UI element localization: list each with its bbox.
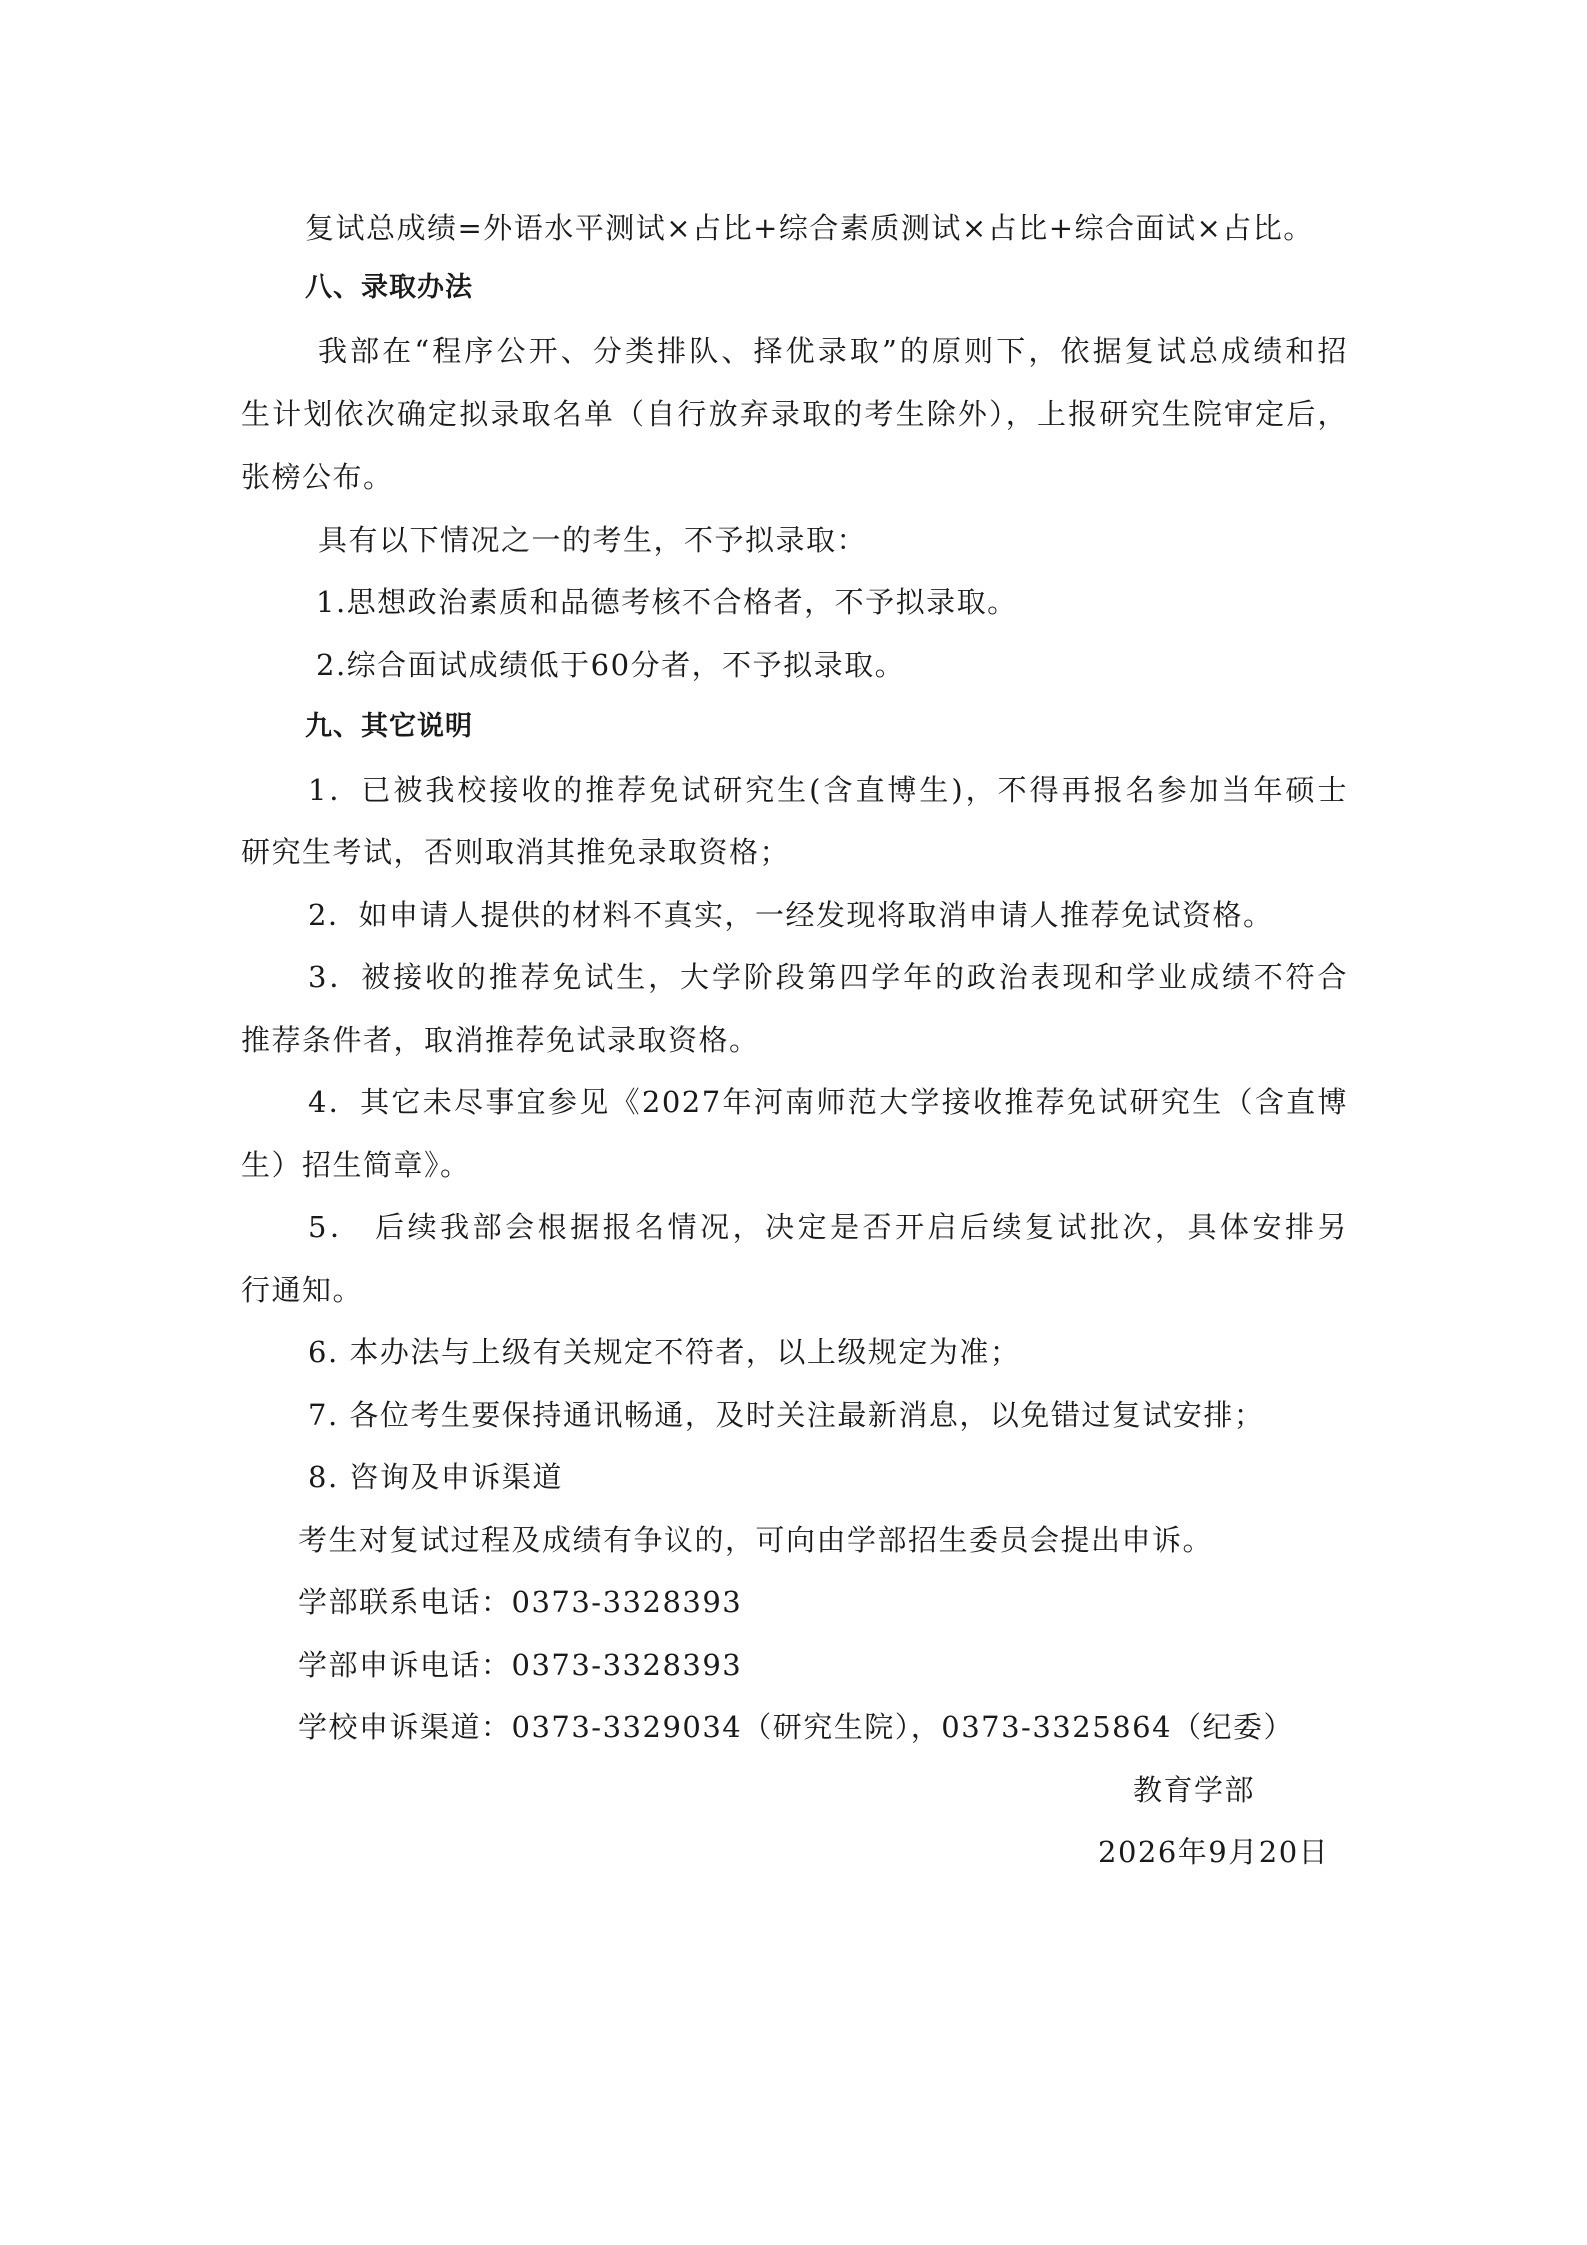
section-9-item-4: 4．其它未尽事宜参见《2027年河南师范大学接收推荐免试研究生（含直博 (308, 1085, 1348, 1119)
section-9-item-1-cont: 研究生考试，否则取消其推免录取资格； (241, 835, 791, 869)
section-9-item-3-cont: 推荐条件者，取消推荐免试录取资格。 (241, 1023, 760, 1057)
section-9-item-1: 1．已被我校接收的推荐免试研究生(含直博生)，不得再报名参加当年硕士 (308, 773, 1348, 807)
contact-phone: 学部联系电话：0373-3328393 (298, 1585, 743, 1619)
section-8-heading: 八、录取办法 (305, 272, 473, 303)
section-8-exclusion-item: 1.思想政治素质和品德考核不合格者，不予拟录取。 (316, 585, 1018, 619)
section-9-item-8: 8. 咨询及申诉渠道 (308, 1460, 563, 1494)
appeal-phone: 学部申诉电话：0373-3328393 (298, 1648, 743, 1682)
section-8-exclusion-item: 2.综合面试成绩低于60分者，不予拟录取。 (316, 648, 906, 682)
section-9-item-2: 2．如申请人提供的材料不真实，一经发现将取消申请人推荐免试资格。 (308, 898, 1274, 932)
section-8-exclusion-intro: 具有以下情况之一的考生，不予拟录取： (318, 523, 868, 557)
section-9-heading: 九、其它说明 (305, 711, 473, 742)
section-9-item-3: 3．被接收的推荐免试生，大学阶段第四学年的政治表现和学业成绩不符合 (308, 960, 1348, 994)
section-9-item-5-cont: 行通知。 (241, 1273, 364, 1307)
school-appeal-channel: 学校申诉渠道：0373-3329034（研究生院），0373-3325864（纪委） (298, 1710, 1295, 1744)
section-8-paragraph-line: 张榜公布。 (241, 460, 394, 494)
section-9-item-7: 7. 各位考生要保持通讯畅通，及时关注最新消息，以免错过复试安排； (308, 1398, 1265, 1432)
signature-organization: 教育学部 (1133, 1773, 1256, 1807)
section-8-paragraph-line: 我部在“程序公开、分类排队、择优录取”的原则下，依据复试总成绩和招 (318, 334, 1348, 368)
section-9-item-6: 6. 本办法与上级有关规定不符者，以上级规定为准； (308, 1335, 1021, 1369)
section-8-paragraph-line: 生计划依次确定拟录取名单（自行放弃录取的考生除外），上报研究生院审定后， (241, 397, 1348, 431)
appeal-note: 考生对复试过程及成绩有争议的，可向由学部招生委员会提出申诉。 (298, 1523, 1214, 1557)
score-formula: 复试总成绩=外语水平测试×占比+综合素质测试×占比+综合面试×占比。 (305, 211, 1314, 245)
section-9-item-5: 5． 后续我部会根据报名情况，决定是否开启后续复试批次，具体安排另 (308, 1210, 1348, 1244)
signature-date: 2026年9月20日 (1098, 1835, 1330, 1869)
section-9-item-4-cont: 生）招生简章》。 (241, 1148, 471, 1182)
